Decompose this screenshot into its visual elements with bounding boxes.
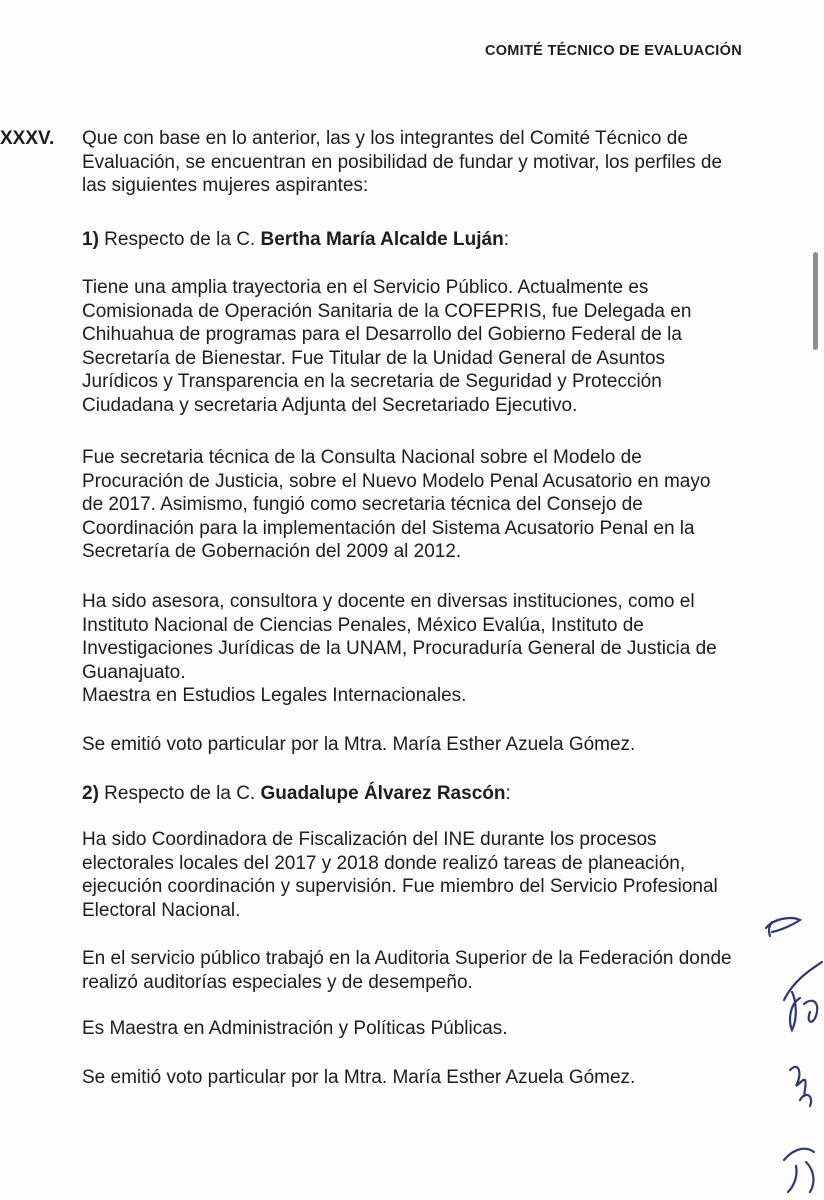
item-suffix: : xyxy=(505,783,511,804)
intro-line: Que con base en lo anterior, las y los integrantes del Comité Técnico de xyxy=(82,128,688,149)
text-line: Maestra en Estudios Legales Internacionales. xyxy=(82,685,467,706)
text-line: Ciudadana y secretaria Adjunta del Secretariado Ejecutivo. xyxy=(82,394,578,416)
paragraph xyxy=(82,446,744,564)
signature-marks xyxy=(744,900,824,1200)
text-line: Procuración de Justicia, sobre el Nuevo Modelo Penal Acusatorio en mayo xyxy=(82,470,711,492)
text-line: Jurídicos y Transparencia en la secretaria de Seguridad y Protección xyxy=(82,371,662,392)
text-line: Coordinación para la implementación del Sistema Acusatorio Penal en la xyxy=(82,517,695,539)
text-line: realizó auditorías especiales y de desempeño. xyxy=(82,971,473,993)
item-heading-1 xyxy=(82,228,509,252)
item-number: 2) xyxy=(82,783,99,804)
text-line: Guanajuato. xyxy=(82,661,186,683)
text-line: Fue secretaria técnica de la Consulta Nacional sobre el Modelo de xyxy=(82,447,642,468)
paragraph xyxy=(82,1017,744,1041)
text-line: Tiene una amplia trayectoria en el Servicio Público. Actualmente es xyxy=(82,277,649,298)
item-number: 1) xyxy=(82,229,99,250)
text-line: Se emitió voto particular por la Mtra. María Esther Azuela Gómez. xyxy=(82,1067,636,1088)
item-suffix: : xyxy=(503,229,509,250)
paragraph xyxy=(82,828,744,922)
paragraph xyxy=(82,276,744,417)
document-header: COMITÉ TÉCNICO DE EVALUACIÓN xyxy=(484,43,742,59)
paragraph xyxy=(82,590,744,708)
text-line: Instituto Nacional de Ciencias Penales, México Evalúa, Instituto de xyxy=(82,614,644,636)
scrollbar[interactable] xyxy=(813,252,818,350)
item-prefix: Respecto de la C. xyxy=(98,783,261,804)
intro-line: Evaluación, se encuentran en posibilidad de fundar y motivar, los perfiles de xyxy=(82,151,723,173)
text-line: Chihuahua de programas para el Desarrollo del Gobierno Federal de la xyxy=(82,324,682,345)
text-line: de 2017. Asimismo, fungió como secretaria técnica del Consejo de xyxy=(82,494,643,515)
text-line: Ha sido asesora, consultora y docente en diversas instituciones, como el xyxy=(82,591,695,612)
paragraph xyxy=(82,947,744,994)
text-line: Electoral Nacional. xyxy=(82,899,241,921)
text-line: ejecución coordinación y supervisión. Fue miembro del Servicio Profesional xyxy=(82,876,718,897)
text-line: Ha sido Coordinadora de Fiscalización del INE durante los procesos xyxy=(82,829,657,850)
candidate-name: Guadalupe Álvarez Rascón xyxy=(260,783,506,804)
text-line: electorales locales del 2017 y 2018 donde realizó tareas de planeación, xyxy=(82,852,686,874)
paragraph xyxy=(82,733,744,757)
item-heading-2 xyxy=(82,782,511,806)
text-line: Se emitió voto particular por la Mtra. María Esther Azuela Gómez. xyxy=(82,734,636,755)
section-number: XXXV. xyxy=(0,128,55,149)
text-line: Investigaciones Jurídicas de la UNAM, Procuraduría General de Justicia de xyxy=(82,638,717,659)
text-line: Secretaría de Bienestar. Fue Titular de la Unidad General de Asuntos xyxy=(82,347,666,369)
item-prefix: Respecto de la C. xyxy=(98,229,261,250)
paragraph xyxy=(82,1066,744,1090)
text-line: En el servicio público trabajó en la Auditoria Superior de la Federación donde xyxy=(82,948,732,969)
section-intro xyxy=(82,127,744,198)
intro-line: las siguientes mujeres aspirantes: xyxy=(82,175,369,196)
text-line: Es Maestra en Administración y Políticas Públicas. xyxy=(82,1018,508,1039)
text-line: Secretaría de Gobernación del 2009 al 2012. xyxy=(82,541,462,562)
text-line: Comisionada de Operación Sanitaria de la COFEPRIS, fue Delegada en xyxy=(82,300,692,322)
candidate-name: Bertha María Alcalde Luján xyxy=(260,229,504,250)
